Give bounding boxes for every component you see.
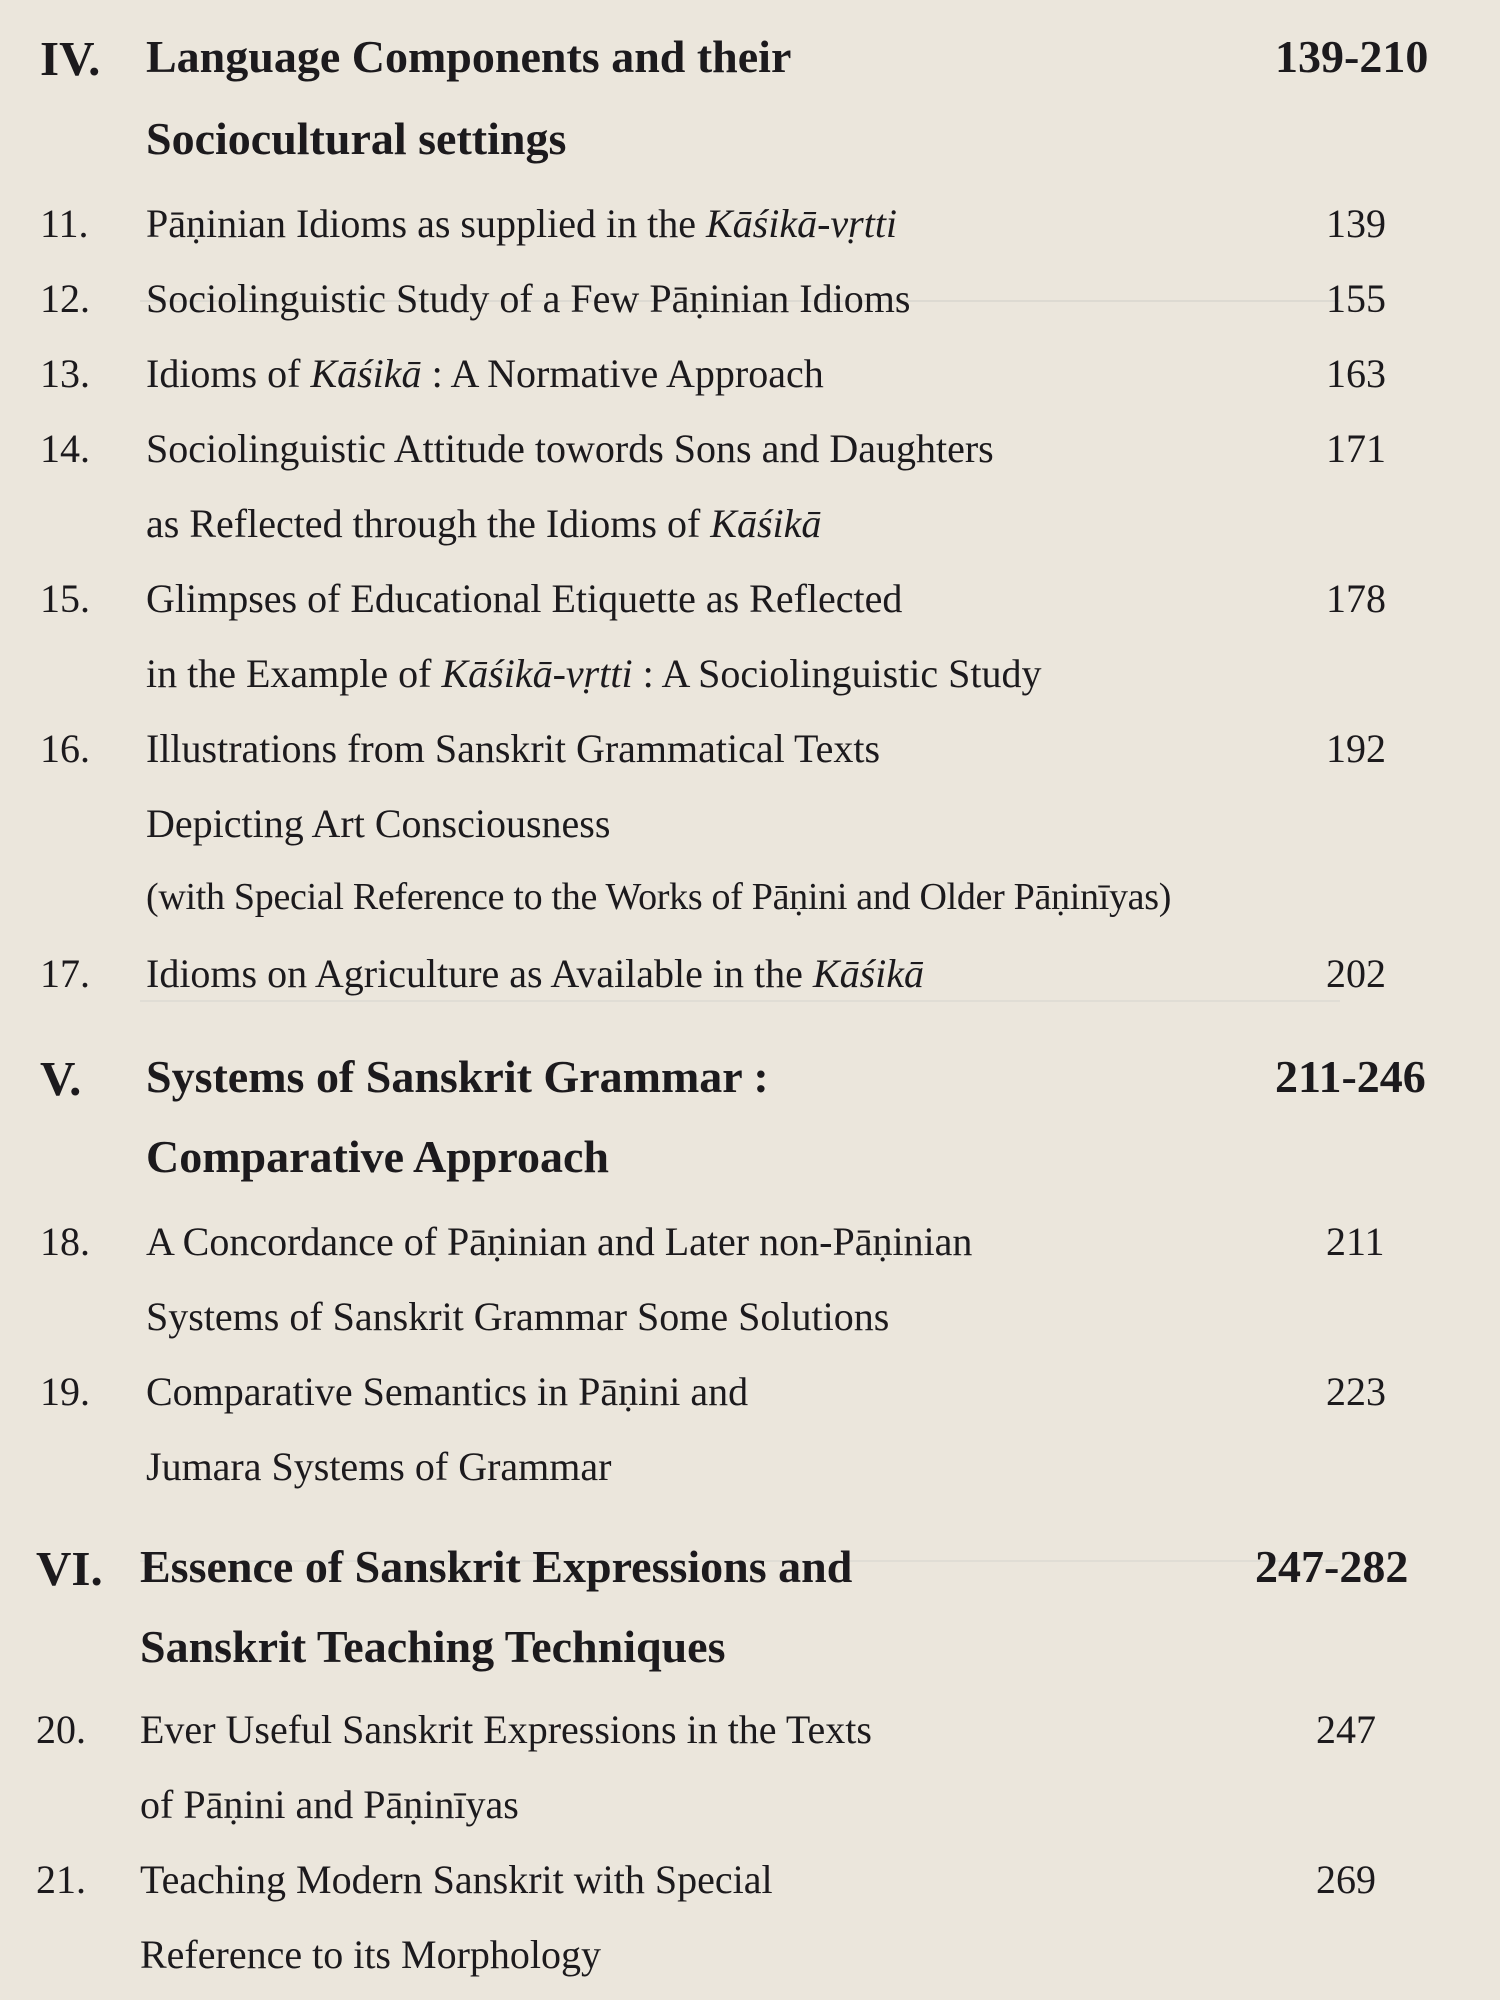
chapter-number: 14. [40,426,90,471]
chapter-page: 247 [1316,1707,1376,1752]
section-title-line: Sanskrit Teaching Techniques [140,1621,726,1672]
section-title-line: Comparative Approach [146,1131,609,1182]
chapter-page: 139 [1326,201,1386,246]
section-title-line: Essence of Sanskrit Expressions and [140,1541,853,1592]
chapter-title-line: Sociolinguistic Study of a Few Pāṇinian Idioms [146,276,911,321]
section-page-range: 211-246 [1275,1051,1426,1102]
chapter-page: 269 [1316,1857,1376,1902]
chapter-title-line: Glimpses of Educational Etiquette as Reflected [146,576,903,621]
chapter-page: 211 [1326,1219,1385,1264]
chapter-title-line: of Pāṇini and Pāṇinīyas [140,1782,519,1827]
section-title-line: Sociocultural settings [146,113,567,164]
chapter-number: 12. [40,276,90,321]
chapter-title-line: (with Special Reference to the Works of Pāṇini and Older Pāṇinīyas) [146,876,1172,918]
chapter-number: 15. [40,576,90,621]
chapter-number: 20. [36,1707,86,1752]
chapter-number: 21. [36,1857,86,1902]
chapter-title-line: in the Example of Kāśikā-vṛtti : A Sociolinguistic Study [146,651,1042,696]
chapter-page: 171 [1326,426,1386,471]
section-numeral: V. [40,1051,82,1106]
chapter-number: 11. [40,201,89,246]
chapter-page: 202 [1326,951,1386,996]
chapter-title-line: Illustrations from Sanskrit Grammatical Texts [146,726,881,771]
chapter-page: 192 [1326,726,1386,771]
chapter-number: 17. [40,951,90,996]
chapter-number: 19. [40,1369,90,1414]
chapter-title-line: Teaching Modern Sanskrit with Special [140,1857,773,1902]
chapter-title-line: Pāṇinian Idioms as supplied in the Kāśikā-vṛtti [146,201,898,246]
section-title-line: Systems of Sanskrit Grammar : [146,1051,769,1102]
chapter-title-line: Ever Useful Sanskrit Expressions in the Texts [140,1707,872,1752]
chapter-page: 155 [1326,276,1386,321]
chapter-title-line: Comparative Semantics in Pāṇini and [146,1369,749,1414]
chapter-title-line: A Concordance of Pāṇinian and Later non-Pāṇinian [146,1219,973,1264]
chapter-title-line: Reference to its Morphology [140,1932,601,1977]
chapter-title-line: Sociolinguistic Attitude towords Sons and Daughters [146,426,994,471]
chapter-title-line: as Reflected through the Idioms of Kāśikā [146,501,822,546]
chapter-title-line: Depicting Art Consciousness [146,801,611,846]
chapter-page: 178 [1326,576,1386,621]
chapter-title-line: Idioms on Agriculture as Available in the Kāśikā [146,951,925,996]
chapter-title-line: Jumara Systems of Grammar [146,1444,612,1489]
section-numeral: IV. [40,31,101,86]
chapter-title-line: Idioms of Kāśikā : A Normative Approach [146,351,824,396]
section-page-range: 247-282 [1255,1541,1409,1592]
section-numeral: VI. [36,1541,103,1596]
chapter-page: 163 [1326,351,1386,396]
chapter-number: 16. [40,726,90,771]
chapter-page: 223 [1326,1369,1386,1414]
section-title-line: Language Components and their [146,31,792,82]
chapter-title-line: Systems of Sanskrit Grammar Some Solutions [146,1294,890,1339]
chapter-number: 13. [40,351,90,396]
section-page-range: 139-210 [1275,31,1429,82]
chapter-number: 18. [40,1219,90,1264]
